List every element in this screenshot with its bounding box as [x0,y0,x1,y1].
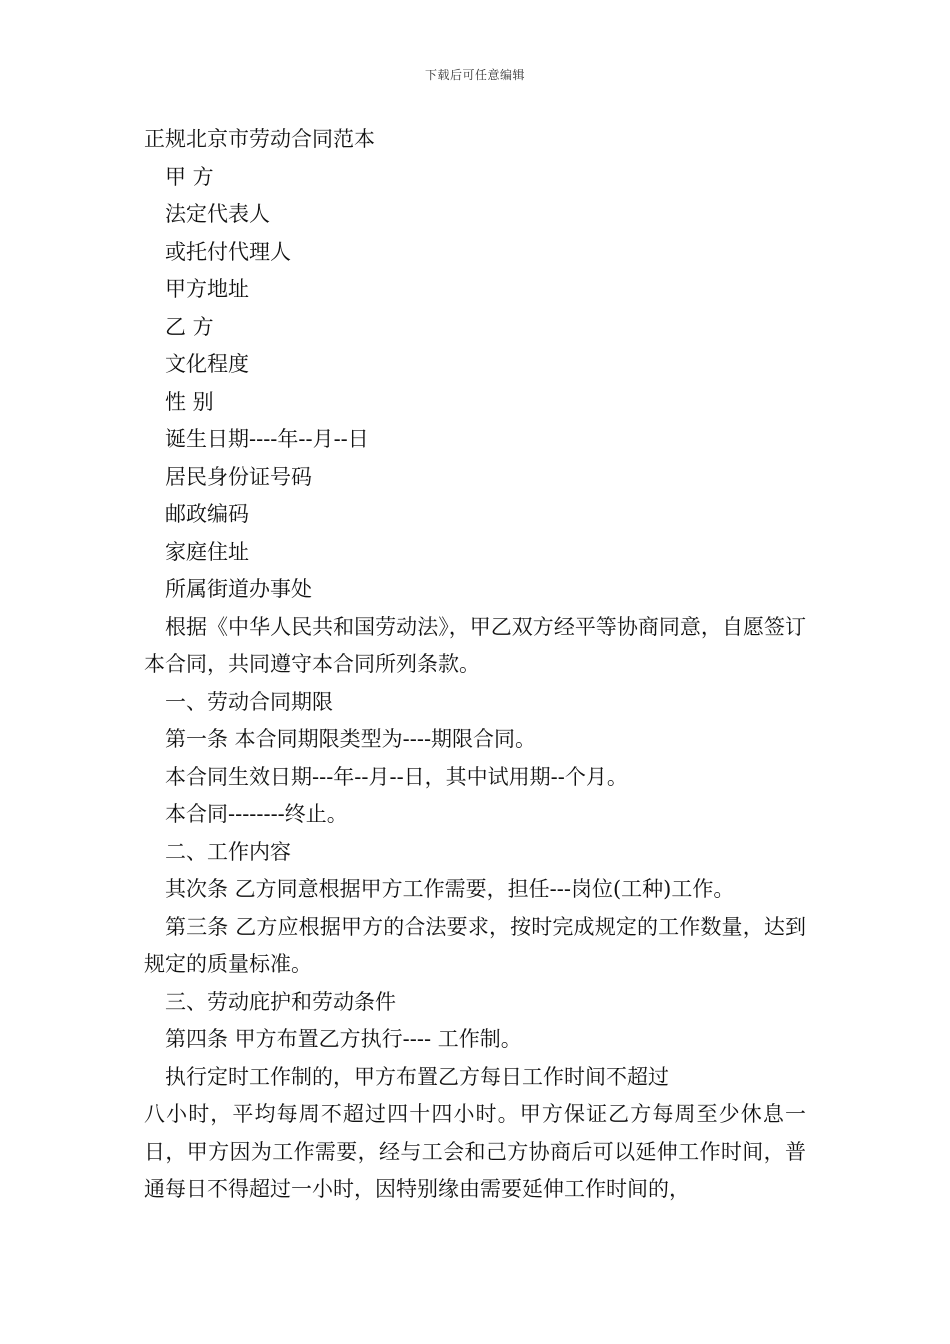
authorized-agent-label: 或托付代理人 [165,239,291,264]
article-4: 第四条 甲方布置乙方执行---- 工作制。 [165,1027,522,1051]
education-label: 文化程度 [165,352,249,376]
party-b-label: 乙 方 [165,314,214,339]
home-address-label: 家庭住址 [165,539,249,564]
article-2: 其次条 乙方同意根据甲方工作需要，担任---岗位(工种)工作。 [165,877,735,901]
party-a-label: 甲 方 [165,164,214,189]
document-title: 正规北京市劳动合同范本 [144,127,375,151]
header-note: 下载后可任意编辑 [424,68,525,82]
section-2-heading: 二、工作内容 [165,839,291,864]
legal-representative-label: 法定代表人 [165,202,270,226]
article-1: 第一条 本合同期限类型为----期限合同。 [165,727,537,751]
section-1-heading: 一、劳动合同期限 [165,689,333,714]
termination-line: 本合同--------终止。 [165,802,348,826]
street-office-label: 所属街道办事处 [165,577,312,601]
section-3-heading: 三、劳动庇护和劳动条件 [165,989,396,1014]
article-3: 第三条 乙方应根据甲方的合法要求，按时完成规定的工作数量，达到规定的质量标准。 [144,914,806,976]
document-body [144,121,806,1209]
party-a-address-label: 甲方地址 [165,277,249,301]
gender-label: 性 别 [165,389,214,414]
effective-date-line: 本合同生效日期---年--月--日，其中试用期--个月。 [165,764,628,789]
birth-date-label: 诞生日期----年--月--日 [165,427,369,451]
postal-code-label: 邮政编码 [165,502,249,526]
fixed-hours-intro: 执行定时工作制的，甲方布置乙方每日工作时间不超过 [165,1064,669,1089]
preamble-paragraph: 根据《中华人民共和国劳动法》，甲乙双方经平等协商同意，自愿签订本合同，共同遵守本合同所列条款。 [144,614,806,676]
id-number-label: 居民身份证号码 [165,464,312,489]
fixed-hours-paragraph: 八小时，平均每周不超过四十四小时。甲方保证乙方每周至少休息一日，甲方因为工作需要，经与工会和己方协商后可以延伸工作时间，普通每日不得超过一小时，因特别缘由需要延伸工作时间的， [144,1102,806,1201]
